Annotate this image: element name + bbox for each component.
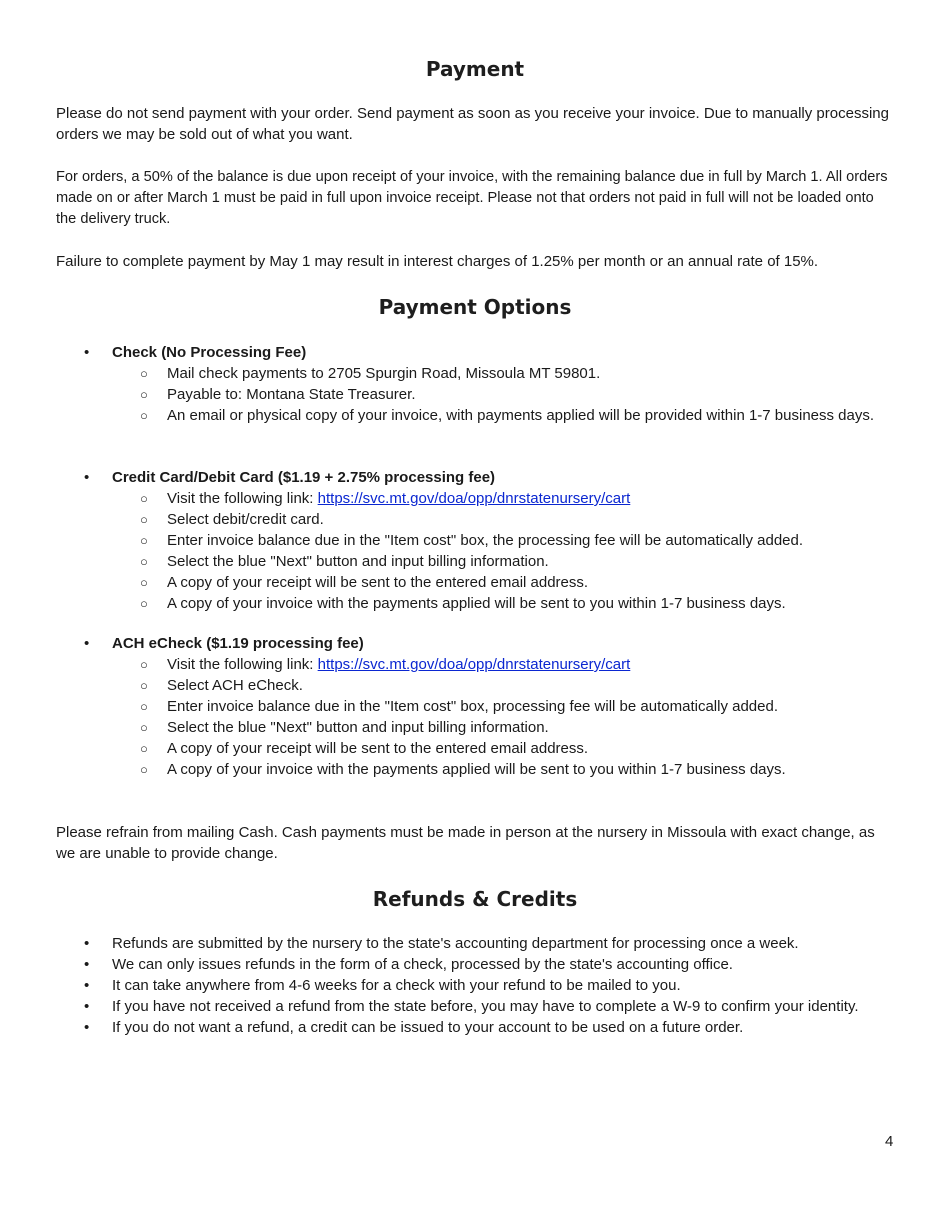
circle-bullet-icon: ○ [140, 699, 148, 714]
check-option-title: Check (No Processing Fee) [112, 344, 307, 361]
refunds-list [56, 933, 894, 1038]
check-option [56, 342, 894, 426]
circle-bullet-icon: ○ [140, 720, 148, 735]
circle-bullet-icon: ○ [140, 366, 148, 381]
card-option-title-row [56, 467, 894, 488]
circle-bullet-icon: ○ [140, 762, 148, 777]
list-item [56, 405, 894, 426]
cash-note: Please refrain from mailing Cash. Cash payments must be made in person at the nursery in Missoula with exact change, as we are unable to provide change. [56, 824, 875, 862]
bullet-icon: • [84, 935, 90, 952]
circle-bullet-icon: ○ [140, 575, 148, 590]
list-item-text: A copy of your receipt will be sent to the entered email address. [167, 740, 589, 757]
bullet-icon: • [84, 977, 90, 994]
list-item [56, 759, 894, 780]
list-item [56, 675, 894, 696]
list-item-text: We can only issues refunds in the form of a check, processed by the state's accounting office. [112, 956, 733, 973]
list-item [56, 954, 894, 975]
list-item [56, 509, 894, 530]
list-item [56, 530, 894, 551]
list-item-text: Select the blue "Next" button and input billing information. [167, 553, 549, 570]
list-item [56, 975, 894, 996]
list-item [56, 933, 894, 954]
bullet-icon: • [84, 1019, 90, 1036]
list-item [56, 996, 894, 1017]
bullet-icon: • [84, 998, 90, 1015]
circle-bullet-icon: ○ [140, 596, 148, 611]
list-item-text: Select debit/credit card. [167, 511, 324, 528]
ach-option-title: ACH eCheck ($1.19 processing fee) [112, 635, 364, 652]
circle-bullet-icon: ○ [140, 512, 148, 527]
payment-paragraph-3: Failure to complete payment by May 1 may result in interest charges of 1.25% per month or an annual rate of 15%. [56, 253, 819, 270]
bullet-icon: • [84, 469, 90, 486]
list-item-text: Refunds are submitted by the nursery to the state's accounting department for processing once a week. [112, 935, 799, 952]
circle-bullet-icon: ○ [140, 387, 148, 402]
list-item [56, 1017, 894, 1038]
card-payment-link[interactable]: https://svc.mt.gov/doa/opp/dnrstatenursery/cart [317, 490, 631, 507]
ach-option-title-row [56, 633, 894, 654]
list-item-text: A copy of your receipt will be sent to the entered email address. [167, 574, 589, 591]
link-prefix: Visit the following link: [167, 490, 318, 507]
circle-bullet-icon: ○ [140, 741, 148, 756]
bullet-icon: • [84, 344, 90, 361]
circle-bullet-icon: ○ [140, 491, 148, 506]
list-item-text: Select ACH eCheck. [167, 677, 303, 694]
list-item [56, 696, 894, 717]
list-item-text: Mail check payments to 2705 Spurgin Road, Missoula MT 59801. [167, 365, 601, 382]
payment-paragraph-2: For orders, a 50% of the balance is due upon receipt of your invoice, with the remaining balance due in full by March 1. All orders made on or after March 1 must be paid in full upon invoice receipt. Please not that orders not paid in full will not be loaded onto the delivery truck. [56, 169, 888, 227]
list-item [56, 572, 894, 593]
payment-options-heading: Payment Options [378, 295, 572, 319]
refunds-heading: Refunds & Credits [372, 887, 578, 911]
list-item-text: A copy of your invoice with the payments applied will be sent to you within 1-7 business days. [167, 595, 786, 612]
list-item [56, 593, 894, 614]
payment-heading: Payment [425, 57, 525, 81]
circle-bullet-icon: ○ [140, 533, 148, 548]
list-item-text: Enter invoice balance due in the "Item cost" box, the processing fee will be automatically added. [167, 532, 804, 549]
card-option [56, 467, 894, 614]
circle-bullet-icon: ○ [140, 408, 148, 423]
bullet-icon: • [84, 635, 90, 652]
list-item-text: Enter invoice balance due in the "Item cost" box, processing fee will be automatically added. [167, 698, 778, 715]
circle-bullet-icon: ○ [140, 678, 148, 693]
list-item-text: A copy of your invoice with the payments applied will be sent to you within 1-7 business days. [167, 761, 786, 778]
page-number: 4 [885, 1133, 894, 1150]
list-item-text: Select the blue "Next" button and input billing information. [167, 719, 549, 736]
link-prefix: Visit the following link: [167, 656, 318, 673]
list-item [56, 717, 894, 738]
list-item-text: It can take anywhere from 4-6 weeks for a check with your refund to be mailed to you. [112, 977, 681, 994]
list-item [56, 738, 894, 759]
check-option-title-row [56, 342, 894, 363]
card-option-title: Credit Card/Debit Card ($1.19 + 2.75% processing fee) [112, 469, 496, 486]
bullet-icon: • [84, 956, 90, 973]
ach-option [56, 633, 894, 780]
payment-paragraph-1: Please do not send payment with your order. Send payment as soon as you receive your invoice. Due to manually processing orders we may be sold out of what you want. [56, 105, 889, 143]
list-item [56, 384, 894, 405]
list-item [56, 551, 894, 572]
list-item-text: Payable to: Montana State Treasurer. [167, 386, 416, 403]
circle-bullet-icon: ○ [140, 657, 148, 672]
list-item-text: An email or physical copy of your invoice, with payments applied will be provided within 1-7 business days. [167, 407, 875, 424]
list-item [56, 654, 894, 675]
list-item-text: If you do not want a refund, a credit can be issued to your account to be used on a future order. [112, 1019, 744, 1036]
ach-payment-link[interactable]: https://svc.mt.gov/doa/opp/dnrstatenursery/cart [317, 656, 631, 673]
list-item-text: If you have not received a refund from the state before, you may have to complete a W-9 to confirm your identity. [112, 998, 859, 1015]
list-item [56, 363, 894, 384]
list-item [56, 488, 894, 509]
circle-bullet-icon: ○ [140, 554, 148, 569]
